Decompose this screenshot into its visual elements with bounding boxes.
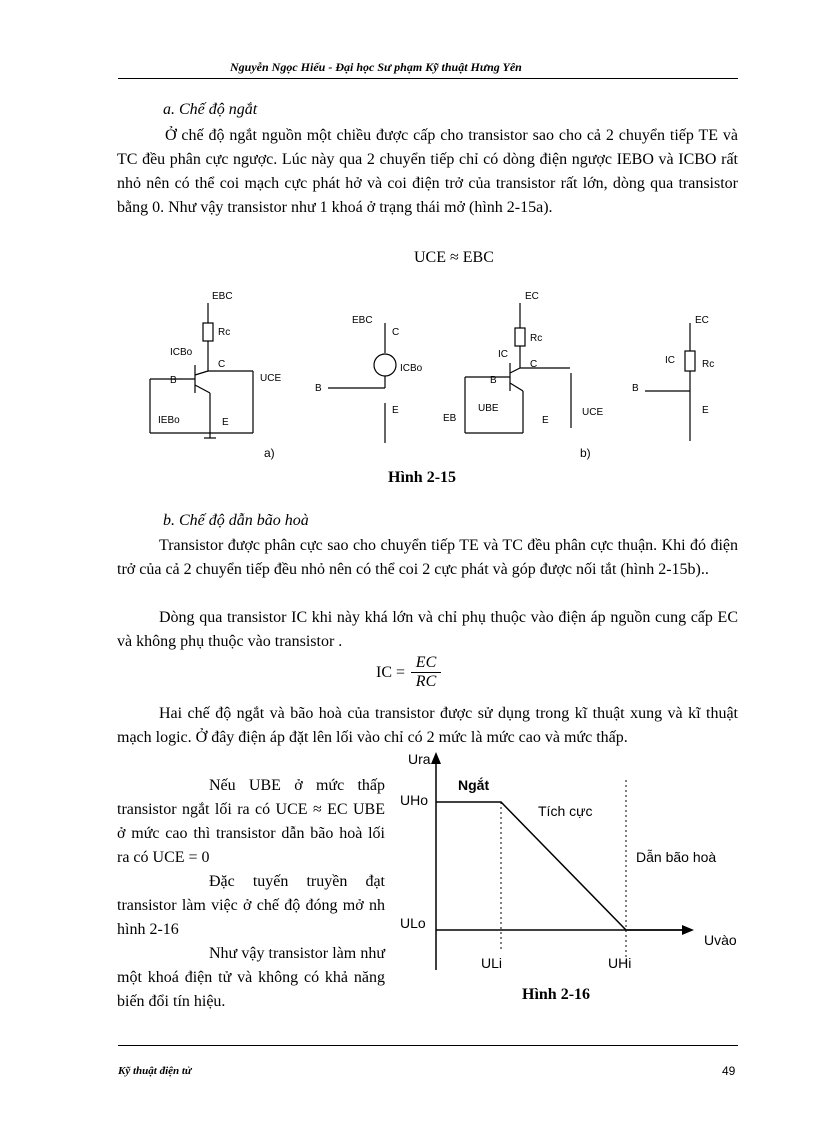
page-header: Nguyễn Ngọc Hiếu - Đại học Sư phạm Kỹ thuật Hưng Yên <box>230 60 522 74</box>
formula-ic <box>376 654 441 691</box>
label-e-3: E <box>542 415 549 426</box>
section-b-para3: Hai chế độ ngắt và bão hoà của transistor được sử dụng trong kĩ thuật xung và kĩ thuật mạch logic. Ở đây điện áp đặt lên lối vào chỉ có 2 mức là mức cao và mức thấp. <box>117 705 738 746</box>
section-b-para6: Như vậy transistor làm như một khoá điện tử và không có khả năng biến đổi tín hiệu. <box>117 945 385 1010</box>
label-ec-4: EC <box>695 315 709 326</box>
footer-title: Kỹ thuật điện tử <box>118 1065 192 1077</box>
label-e-4: E <box>702 405 709 416</box>
label-ic-3: IC <box>498 349 508 360</box>
label-e-2: E <box>392 405 399 416</box>
fig16-ulo: ULo <box>400 915 426 931</box>
label-icbo-1: ICBo <box>170 347 193 358</box>
fig16-y-axis: Ura <box>408 751 431 767</box>
section-a-paragraph: Ở chế độ ngắt nguồn một chiều được cấp cho transistor sao cho cả 2 chuyển tiếp TE và TC đều phân cực ngược. Lúc này qua 2 chuyển tiếp chỉ có dòng điện ngược IEBO và ICBO rất nhỏ nên có thể coi mạch cực phát hở và coi điện trở của transistor rất lớn, dòng qua transistor bằng 0. Như vậy transistor như 1 khoá ở trạng thái mở (hình 2-15a). <box>117 127 738 216</box>
section-b-para1: Transistor được phân cực sao cho chuyển tiếp TE và TC đều phân cực thuận. Khi đó điện trở của cả 2 chuyển tiếp đều nhỏ nên có thể coi 2 cực phát và góp được nối tắt (hình 2-15b).. <box>117 537 738 578</box>
label-b-1: B <box>170 375 177 386</box>
footer-rule <box>118 1045 738 1046</box>
label-b-2: B <box>315 383 322 394</box>
fig16-region-sat: Dẫn bão hoà <box>636 849 717 865</box>
label-uce-1: UCE <box>260 373 282 384</box>
label-icbo-2: ICBo <box>400 363 423 374</box>
label-ebc-2: EBC <box>352 315 373 326</box>
label-c-1: C <box>218 359 226 370</box>
section-a-title: a. Chế độ ngắt <box>163 101 258 118</box>
label-c-3: C <box>530 359 538 370</box>
label-b-4: B <box>632 383 639 394</box>
label-uce-3: UCE <box>582 407 604 418</box>
formula-uce: UCE ≈ EBC <box>414 249 494 266</box>
label-ec-3: EC <box>525 291 539 302</box>
label-e-1: E <box>222 417 229 428</box>
label-a: a) <box>264 446 275 460</box>
label-iebo-1: IEBo <box>158 415 180 426</box>
fig16-uho: UHo <box>400 792 429 808</box>
formula-ic-lhs: IC = <box>376 663 406 681</box>
section-b-para2: Dòng qua transistor IC khi này khá lớn và chỉ phụ thuộc vào điện áp nguồn cung cấp EC và không phụ thuộc vào transistor . <box>117 609 738 650</box>
section-b-para5: Đặc tuyến truyền đạt transistor làm việc ở chế độ đóng mở nh hình 2-16 <box>117 873 385 938</box>
section-b-title: b. Chế độ dẫn bão hoà <box>163 512 309 529</box>
label-ube-3: UBE <box>478 403 499 414</box>
label-c-2: C <box>392 327 400 338</box>
label-b-sub: b) <box>580 446 591 460</box>
fig16-uli: ULi <box>481 955 503 971</box>
label-rc-4: Rc <box>702 359 715 370</box>
label-rc-3: Rc <box>530 333 543 344</box>
header-rule <box>118 78 738 79</box>
label-rc-1: Rc <box>218 327 231 338</box>
fig16-region-off: Ngắt <box>458 777 490 793</box>
figure-2-16-caption: Hình 2-16 <box>522 986 591 1003</box>
figure-2-15 <box>130 283 730 463</box>
section-b-para4: Nếu UBE ở mức thấp transistor ngắt lối ra có UCE ≈ EC UBE ở mức cao thì transistor dẫn bão hoà lối ra có UCE = 0 <box>117 777 385 866</box>
fig16-x-axis: Uvào <box>704 932 737 948</box>
label-ebc-1: EBC <box>212 291 233 302</box>
label-b-3: B <box>490 375 497 386</box>
label-eb-3: EB <box>443 413 457 424</box>
figure-2-16 <box>396 750 746 980</box>
figure-2-15-caption: Hình 2-15 <box>388 469 457 486</box>
label-ic-4: IC <box>665 355 675 366</box>
fig16-region-active: Tích cực <box>538 803 593 819</box>
formula-ic-den: RC <box>411 672 441 691</box>
formula-ic-num: EC <box>415 654 437 671</box>
fig16-uhi: UHi <box>608 955 632 971</box>
page-number: 49 <box>722 1064 736 1078</box>
